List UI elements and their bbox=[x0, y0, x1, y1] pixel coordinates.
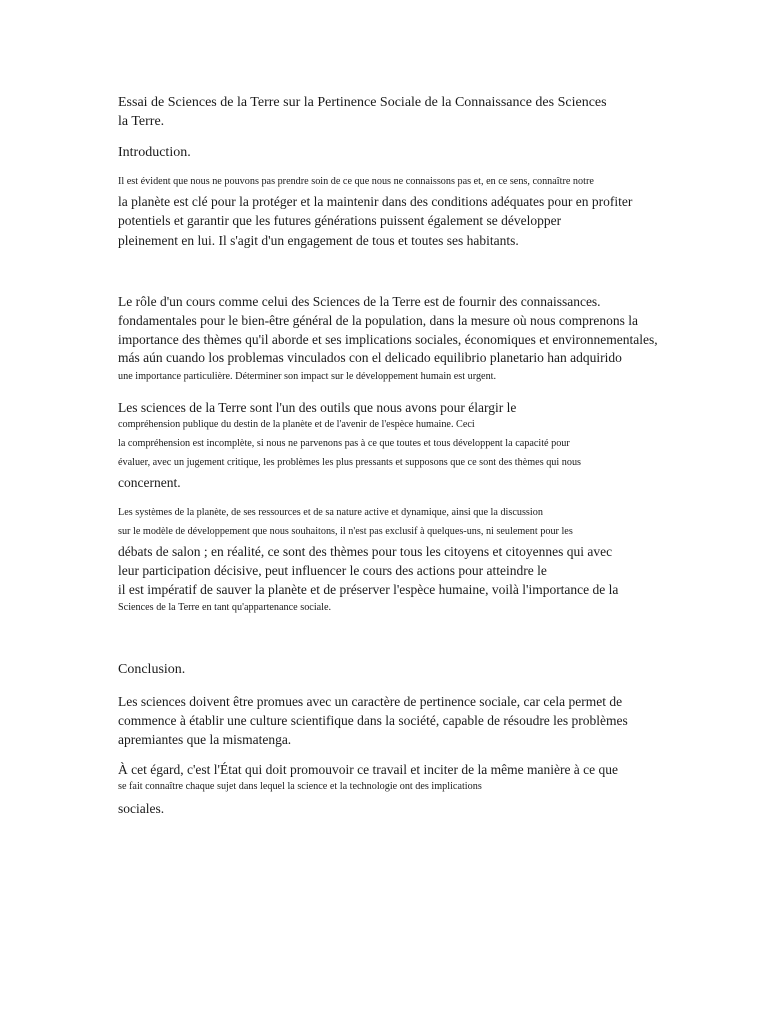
para2-line-5: une importance particulière. Déterminer son impact sur le développement humain est urgent. bbox=[118, 371, 497, 382]
para2-line-3: importance des thèmes qu'il aborde et ses implications sociales, économiques et environnementales, bbox=[118, 332, 658, 347]
para3-line-5: concernent. bbox=[118, 475, 181, 490]
document-title-line-2: la Terre. bbox=[118, 114, 165, 129]
para3-line-3: la compréhension est incomplète, si nous ne parvenons pas à ce que toutes et tous développent la capacité pour bbox=[118, 438, 570, 449]
conclusion-heading: Conclusion. bbox=[118, 662, 186, 677]
para4-line-2: sur le modèle de développement que nous souhaitons, il n'est pas exclusif à quelques-uns, ni seulement pour les bbox=[118, 526, 573, 537]
para1-line-1: Il est évident que nous ne pouvons pas prendre soin de ce que nous ne connaissons pas et, en ce sens, connaître notre bbox=[118, 176, 594, 187]
para5-line-3: apremiantes que la mismatenga. bbox=[118, 732, 292, 747]
para2-line-4: más aún cuando los problemas vinculados con el delicado equilibrio planetario han adquirido bbox=[118, 350, 622, 365]
para4-line-4: leur participation décisive, peut influencer le cours des actions pour atteindre le bbox=[118, 563, 547, 578]
para4-line-5: il est impératif de sauver la planète et de préserver l'espèce humaine, voilà l'importance de la bbox=[118, 582, 619, 597]
para2-line-1: Le rôle d'un cours comme celui des Sciences de la Terre est de fournir des connaissances. bbox=[118, 294, 601, 309]
para4-line-3: débats de salon ; en réalité, ce sont des thèmes pour tous les citoyens et citoyennes qui avec bbox=[118, 544, 613, 559]
para1-line-2: la planète est clé pour la protéger et la maintenir dans des conditions adéquates pour en profiter bbox=[118, 194, 633, 209]
para3-line-2: compréhension publique du destin de la planète et de l'avenir de l'espèce humaine. Ceci bbox=[118, 419, 475, 430]
para6-line-2: se fait connaître chaque sujet dans lequel la science et la technologie ont des implications bbox=[118, 781, 482, 792]
para4-line-1: Les systèmes de la planète, de ses ressources et de sa nature active et dynamique, ainsi que la discussion bbox=[118, 507, 543, 518]
para5-line-2: commence à établir une culture scientifique dans la société, capable de résoudre les problèmes bbox=[118, 713, 628, 728]
para3-line-4: évaluer, avec un jugement critique, les problèmes les plus pressants et supposons que ce sont des thèmes qui nous bbox=[118, 457, 582, 468]
para1-line-4: pleinement en lui. Il s'agit d'un engagement de tous et toutes ses habitants. bbox=[118, 233, 519, 248]
para4-line-6: Sciences de la Terre en tant qu'appartenance sociale. bbox=[118, 602, 332, 613]
para3-line-1: Les sciences de la Terre sont l'un des outils que nous avons pour élargir le bbox=[118, 400, 517, 415]
intro-heading: Introduction. bbox=[118, 145, 191, 160]
para2-line-2: fondamentales pour le bien-être général de la population, dans la mesure où nous comprenons la bbox=[118, 313, 638, 328]
document-title-line-1: Essai de Sciences de la Terre sur la Pertinence Sociale de la Connaissance des Sciences bbox=[118, 95, 607, 110]
para1-line-3: potentiels et garantir que les futures générations puissent également se développer bbox=[118, 213, 562, 228]
para5-line-1: Les sciences doivent être promues avec un caractère de pertinence sociale, car cela permet de bbox=[118, 694, 623, 709]
para6-line-1: À cet égard, c'est l'État qui doit promouvoir ce travail et inciter de la même manière à ce que bbox=[118, 762, 619, 777]
para6-line-3: sociales. bbox=[118, 801, 165, 816]
